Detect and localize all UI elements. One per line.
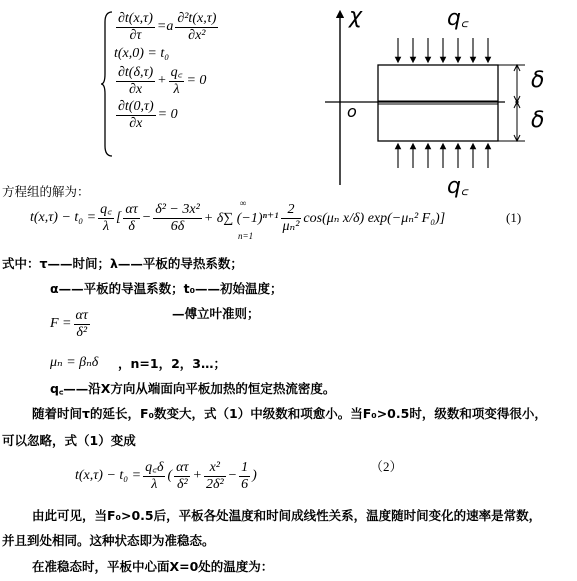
thickness-dimension — [498, 65, 525, 141]
pde-rhs-den: ∂x² — [188, 27, 206, 43]
mu-range: ，n=1，2，3…； — [118, 356, 226, 371]
paragraph-2-line-2: 并且到处相同。这种状态即为准稳态。 — [2, 533, 215, 548]
quasi-steady-equation: t(x,τ) − t₀ = $\frac{q꜀\delta}{\lambda}$ ( $\frac{\alpha\tau}{\text{δ²}}$ + $\frac{\text{x²}}{\text{2δ²}}$ − $\frac{1}{6}$ ) — [75, 459, 257, 492]
solution-equation: t(x,τ) − t₀ = $\frac{q꜀}{\lambda}$ [ $\frac{\alpha\tau}{\delta}$ − $\frac{\text{δ² − 3x²}}{6\delta}$ + δ∑ (−1)ⁿ⁺¹ $\frac{2}{\text{μₙ²}}$ cos(μₙ x/δ) exp(−μₙ² F₀)] — [30, 201, 446, 234]
pde-system — [100, 10, 320, 160]
plate-diagram — [325, 0, 577, 200]
x-axis-label: χ — [349, 4, 363, 29]
paragraph-1-line-2: 可以忽略，式（1）变成 — [2, 433, 136, 448]
origin-label: o — [347, 102, 357, 121]
boundary-condition-center: $\frac{\partial t(0,\tau)}{\partial x}$ = 0 — [118, 98, 178, 131]
top-heat-flux-arrows — [398, 38, 488, 60]
pde-coef: a — [166, 19, 174, 34]
bottom-heat-flux-arrows — [398, 146, 488, 168]
equation-1-number: (1) — [506, 210, 522, 225]
solution-intro: 方程组的解为： — [2, 184, 90, 199]
fourier-label: —傅立叶准则； — [172, 306, 260, 321]
sum-upper-limit: ∞ — [240, 198, 247, 208]
pde-eq-sign: = — [156, 19, 167, 34]
where-line-2: α——平板的导温系数；t₀——初始温度； — [50, 281, 283, 296]
initial-condition: t(x,0) = t₀ — [114, 46, 170, 61]
pde-equation — [114, 10, 220, 44]
delta-bottom-label: δ — [531, 108, 545, 133]
pde-rhs-num: ∂²t(x,τ) — [177, 10, 217, 26]
where-line-1: 式中：τ——时间；λ——平板的导热系数； — [2, 256, 243, 271]
sum-lower-limit: n=1 — [238, 231, 254, 241]
pde-lhs-num: ∂t(x,τ) — [118, 10, 153, 26]
bottom-flux-label: q꜀ — [447, 174, 469, 199]
plate-body — [378, 65, 498, 141]
qc-description: q꜀——沿X方向从端面向平板加热的恒定热流密度。 — [50, 381, 336, 396]
mu-formula: μₙ = βₙδ — [50, 355, 99, 370]
boundary-condition-surface: $\frac{\partial t(\delta,\tau)}{\partial x}$ + $\frac{q꜀}{\lambda}$ = 0 — [118, 64, 207, 97]
left-brace-icon — [100, 10, 114, 158]
paragraph-1-line-1: 随着时间τ的延长，F₀数变大，式（1）中级数和项愈小。当F₀>0.5时，级数和项变得很小， — [32, 406, 547, 421]
paragraph-3-line-1: 在准稳态时，平板中心面X=0处的温度为： — [32, 559, 274, 574]
equation-2-number: （2） — [370, 459, 403, 474]
delta-top-label: δ — [531, 68, 545, 93]
paragraph-2-line-1: 由此可见，当F₀>0.5后，平板各处温度和时间成线性关系，温度随时间变化的速率是常数， — [32, 508, 542, 523]
fourier-formula: F = $\frac{\alpha\tau}{\text{δ²}}$ — [50, 307, 88, 340]
top-flux-label: q꜀ — [447, 6, 469, 31]
pde-lhs-den: ∂τ — [129, 27, 142, 43]
